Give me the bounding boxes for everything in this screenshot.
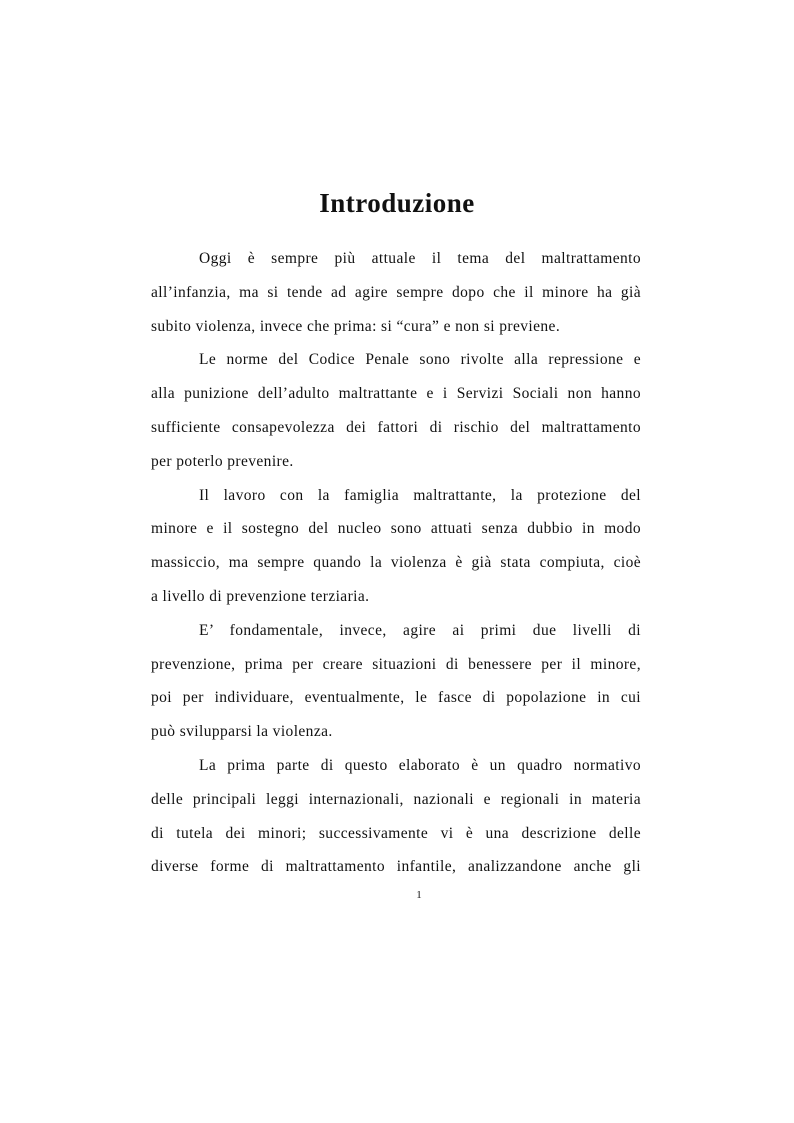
paragraph-4-line-1: E’ fondamentale, invece, agire ai primi due livelli di — [199, 621, 641, 639]
paragraph-4-line-2: prevenzione, prima per creare situazioni di benessere per il minore, — [151, 655, 641, 673]
paragraph-3-line-4: a livello di prevenzione terziaria. — [151, 587, 370, 605]
paragraph-5-line-2: delle principali leggi internazionali, nazionali e regionali in materia — [151, 790, 641, 808]
paragraph-2-line-4: per poterlo prevenire. — [151, 452, 294, 470]
paragraph-3-line-3: massiccio, ma sempre quando la violenza è già stata compiuta, cioè — [151, 554, 641, 572]
paragraph-2-line-3: sufficiente consapevolezza dei fattori di rischio del maltrattamento — [151, 418, 641, 436]
paragraph-4-line-3: poi per individuare, eventualmente, le fasce di popolazione in cui — [151, 689, 641, 707]
paragraph-5-line-4: diverse forme di maltrattamento infantile, analizzandone anche gli — [151, 858, 641, 876]
paragraph-1-line-1: Oggi è sempre più attuale il tema del maltrattamento — [199, 250, 641, 267]
paragraph-2-line-2: alla punizione dell’adulto maltrattante e i Servizi Sociali non hanno — [151, 385, 641, 403]
paragraph-2-line-1: Le norme del Codice Penale sono rivolte alla repressione e — [199, 351, 641, 369]
paragraph-4-line-4: può svilupparsi la violenza. — [151, 723, 333, 741]
paragraph-5-line-3: di tutela dei minori; successivamente vi è una descrizione delle — [151, 824, 641, 842]
page-title: Introduzione — [319, 188, 475, 218]
page-number: 1 — [416, 889, 422, 901]
paragraph-3-line-1: Il lavoro con la famiglia maltrattante, la protezione del — [199, 486, 641, 504]
body-text — [151, 248, 641, 890]
paragraph-1-line-3: subito violenza, invece che prima: si “cura” e non si previene. — [151, 317, 561, 335]
paragraph-1-line-2: all’infanzia, ma si tende ad agire sempre dopo che il minore ha già — [151, 283, 641, 301]
paragraph-5-line-1: La prima parte di questo elaborato è un quadro normativo — [199, 756, 641, 774]
paragraph-3-line-2: minore e il sostegno del nucleo sono attuati senza dubbio in modo — [151, 520, 641, 538]
